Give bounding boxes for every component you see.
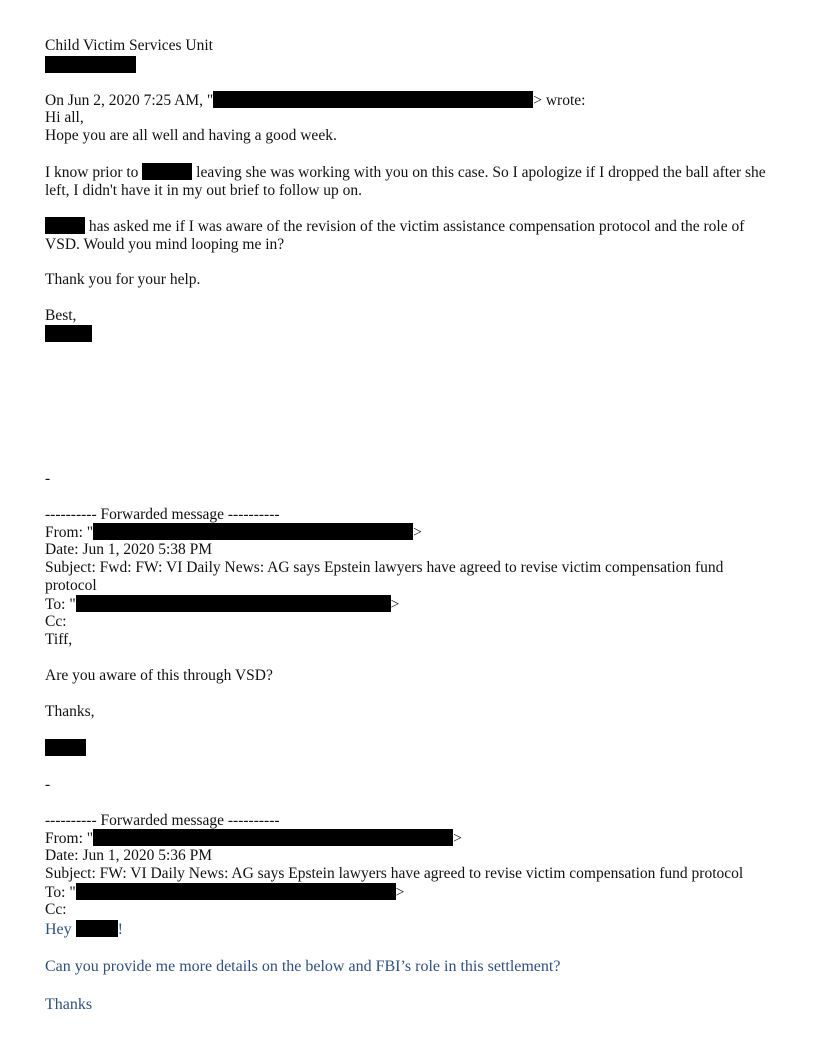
to-label: To: " xyxy=(45,596,76,613)
forwarded-header: ---------- Forwarded message ---------- xyxy=(45,506,280,523)
reply-closing: Best, xyxy=(45,307,77,324)
fwd1-question: Are you aware of this through VSD? xyxy=(45,667,273,684)
from-suffix: > xyxy=(413,524,422,541)
reply-greeting: Hi all, xyxy=(45,109,84,126)
to-suffix: > xyxy=(395,884,405,901)
cc-line: Cc: xyxy=(45,901,67,918)
paragraph-text: I know prior to xyxy=(45,164,139,181)
fwd1-thanks: Thanks, xyxy=(45,703,95,720)
reply-attribution xyxy=(45,91,585,110)
signature-redacted xyxy=(45,739,86,758)
to-label: To: " xyxy=(45,884,76,901)
hey-suffix: ! xyxy=(117,921,123,938)
signature-redacted xyxy=(45,325,92,344)
reply-line: Hope you are all well and having a good week. xyxy=(45,127,337,144)
fwd2-thanks: Thanks xyxy=(45,996,93,1013)
attribution-suffix: > wrote: xyxy=(533,92,586,109)
to-suffix: > xyxy=(390,596,400,613)
unit-name: Child Victim Services Unit xyxy=(45,37,213,54)
redacted-block xyxy=(213,91,533,108)
from-label: From: " xyxy=(45,524,94,541)
from-line xyxy=(45,523,422,542)
fwd2-question: Can you provide me more details on the below and FBI’s role in this settlement? xyxy=(45,958,561,975)
paragraph-text: leaving she was working with you on this case. So I apologize if I dropped the ball after she left, I didn't have it in my out brief to follow up on. xyxy=(45,164,766,199)
date-line: Date: Jun 1, 2020 5:38 PM xyxy=(45,541,213,558)
paragraph-text: has asked me if I was aware of the revision of the victim assistance compensation protocol and the role of VSD. Would you mind looping me in? xyxy=(45,218,745,253)
reply-thanks: Thank you for your help. xyxy=(45,271,201,288)
from-label: From: " xyxy=(45,830,94,847)
redacted-block xyxy=(76,595,391,612)
subject-line: Subject: Fwd: FW: VI Daily News: AG says Epstein lawyers have agreed to revise victim compensation fund protocol xyxy=(45,559,724,594)
redacted-block xyxy=(76,920,118,937)
from-suffix: > xyxy=(453,830,462,847)
reply-paragraph xyxy=(45,217,773,254)
redacted-block xyxy=(93,829,453,846)
to-line xyxy=(45,883,404,902)
separator-dash: - xyxy=(45,470,51,487)
cc-line: Cc: xyxy=(45,613,67,630)
fwd2-greeting xyxy=(45,920,123,939)
hey-text: Hey xyxy=(45,921,72,938)
redacted-block xyxy=(45,56,136,75)
redacted-block xyxy=(45,217,85,234)
separator-dash: - xyxy=(45,776,51,793)
forwarded-header: ---------- Forwarded message ---------- xyxy=(45,812,280,829)
fwd1-greeting: Tiff, xyxy=(45,631,73,648)
redacted-block xyxy=(142,163,192,180)
to-line xyxy=(45,595,399,614)
from-line xyxy=(45,829,462,848)
redacted-block xyxy=(93,523,413,540)
subject-line: Subject: FW: VI Daily News: AG says Epstein lawyers have agreed to revise victim compensation fund protocol xyxy=(45,865,744,882)
date-line: Date: Jun 1, 2020 5:36 PM xyxy=(45,847,213,864)
redacted-block xyxy=(76,883,396,900)
attribution-prefix: On Jun 2, 2020 7:25 AM, " xyxy=(45,92,214,109)
reply-paragraph xyxy=(45,163,773,200)
